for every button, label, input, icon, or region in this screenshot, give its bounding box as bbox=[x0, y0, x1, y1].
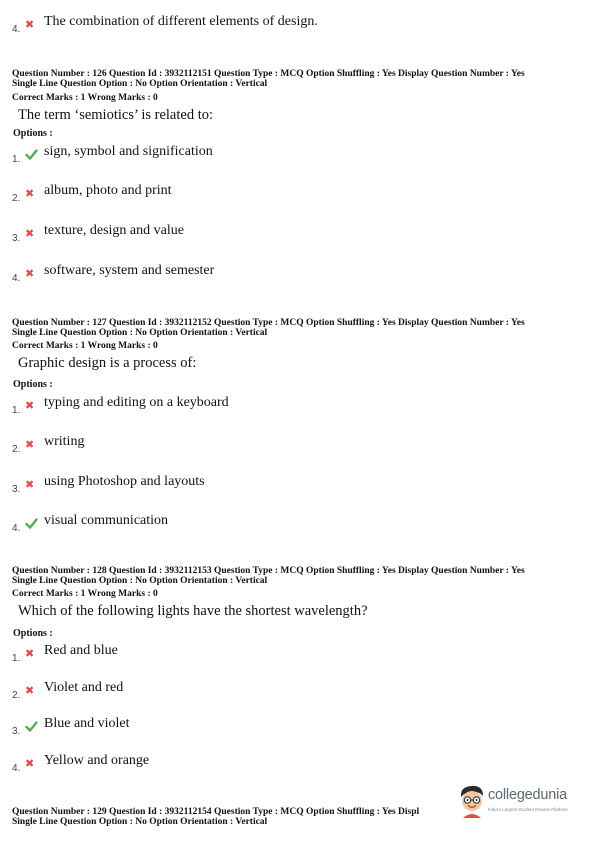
option-number: 1. bbox=[12, 405, 21, 416]
option-text: software, system and semester bbox=[44, 263, 215, 278]
option-text: sign, symbol and signification bbox=[44, 144, 213, 159]
option-text: writing bbox=[44, 434, 85, 449]
option-text: The combination of different elements of design. bbox=[44, 14, 318, 29]
option-text: Blue and violet bbox=[44, 716, 130, 731]
question-meta-line2: Single Line Question Option : No Option Orientation : Vertical bbox=[12, 79, 268, 89]
question-meta-line1: Question Number : 128 Question Id : 3932112153 Question Type : MCQ Option Shuffling : Yes Display Question Number : Yes bbox=[12, 566, 525, 576]
option-text: album, photo and print bbox=[44, 183, 172, 198]
question-text: Which of the following lights have the shortest wavelength? bbox=[18, 603, 368, 619]
option-text: using Photoshop and layouts bbox=[44, 474, 205, 489]
question-meta-line1: Question Number : 129 Question Id : 3932112154 Question Type : MCQ Option Shuffling : Yes Displ bbox=[12, 807, 420, 817]
option-number: 2. bbox=[12, 193, 21, 204]
options-label: Options : bbox=[13, 379, 53, 390]
question-meta-line2: Single Line Question Option : No Option Orientation : Vertical bbox=[12, 576, 268, 586]
mascot-icon bbox=[457, 783, 487, 819]
cross-icon: ✖ bbox=[25, 399, 35, 412]
cross-icon: ✖ bbox=[25, 438, 35, 451]
cross-icon: ✖ bbox=[25, 757, 35, 770]
question-marks: Correct Marks : 1 Wrong Marks : 0 bbox=[12, 93, 158, 103]
option-number: 4. bbox=[12, 24, 21, 35]
option-text: Violet and red bbox=[44, 680, 124, 695]
check-icon bbox=[25, 148, 39, 162]
option-text: texture, design and value bbox=[44, 223, 184, 238]
cross-icon: ✖ bbox=[25, 267, 35, 280]
option-number: 3. bbox=[12, 233, 21, 244]
question-marks: Correct Marks : 1 Wrong Marks : 0 bbox=[12, 589, 158, 599]
option-text: typing and editing on a keyboard bbox=[44, 395, 229, 410]
options-label: Options : bbox=[13, 128, 53, 139]
check-icon bbox=[25, 720, 39, 734]
cross-icon: ✖ bbox=[25, 478, 35, 491]
question-meta-line2: Single Line Question Option : No Option Orientation : Vertical bbox=[12, 328, 268, 338]
option-number: 2. bbox=[12, 444, 21, 455]
check-icon bbox=[25, 517, 39, 531]
option-number: 4. bbox=[12, 763, 21, 774]
cross-icon: ✖ bbox=[25, 18, 35, 31]
question-meta-line1: Question Number : 127 Question Id : 3932112152 Question Type : MCQ Option Shuffling : Yes Display Question Number : Yes bbox=[12, 318, 525, 328]
cross-icon: ✖ bbox=[25, 227, 35, 240]
option-number: 1. bbox=[12, 653, 21, 664]
logo-tagline: India's Largest Student Review Platform bbox=[488, 807, 568, 812]
cross-icon: ✖ bbox=[25, 187, 35, 200]
question-text: The term ‘semiotics’ is related to: bbox=[18, 107, 214, 123]
logo-wordmark: collegedunia bbox=[488, 787, 568, 803]
question-meta-line2: Single Line Question Option : No Option Orientation : Vertical bbox=[12, 817, 268, 827]
option-text: Red and blue bbox=[44, 643, 118, 658]
option-text: visual communication bbox=[44, 513, 169, 528]
options-label: Options : bbox=[13, 628, 53, 639]
cross-icon: ✖ bbox=[25, 684, 35, 697]
question-marks: Correct Marks : 1 Wrong Marks : 0 bbox=[12, 341, 158, 351]
option-number: 3. bbox=[12, 726, 21, 737]
question-meta-line1: Question Number : 126 Question Id : 3932112151 Question Type : MCQ Option Shuffling : Yes Display Question Number : Yes bbox=[12, 69, 525, 79]
option-number: 3. bbox=[12, 484, 21, 495]
option-number: 4. bbox=[12, 273, 21, 284]
option-number: 4. bbox=[12, 523, 21, 534]
option-number: 1. bbox=[12, 154, 21, 165]
option-number: 2. bbox=[12, 690, 21, 701]
question-text: Graphic design is a process of: bbox=[18, 355, 197, 371]
option-text: Yellow and orange bbox=[44, 753, 150, 768]
cross-icon: ✖ bbox=[25, 647, 35, 660]
collegedunia-logo bbox=[457, 783, 587, 823]
